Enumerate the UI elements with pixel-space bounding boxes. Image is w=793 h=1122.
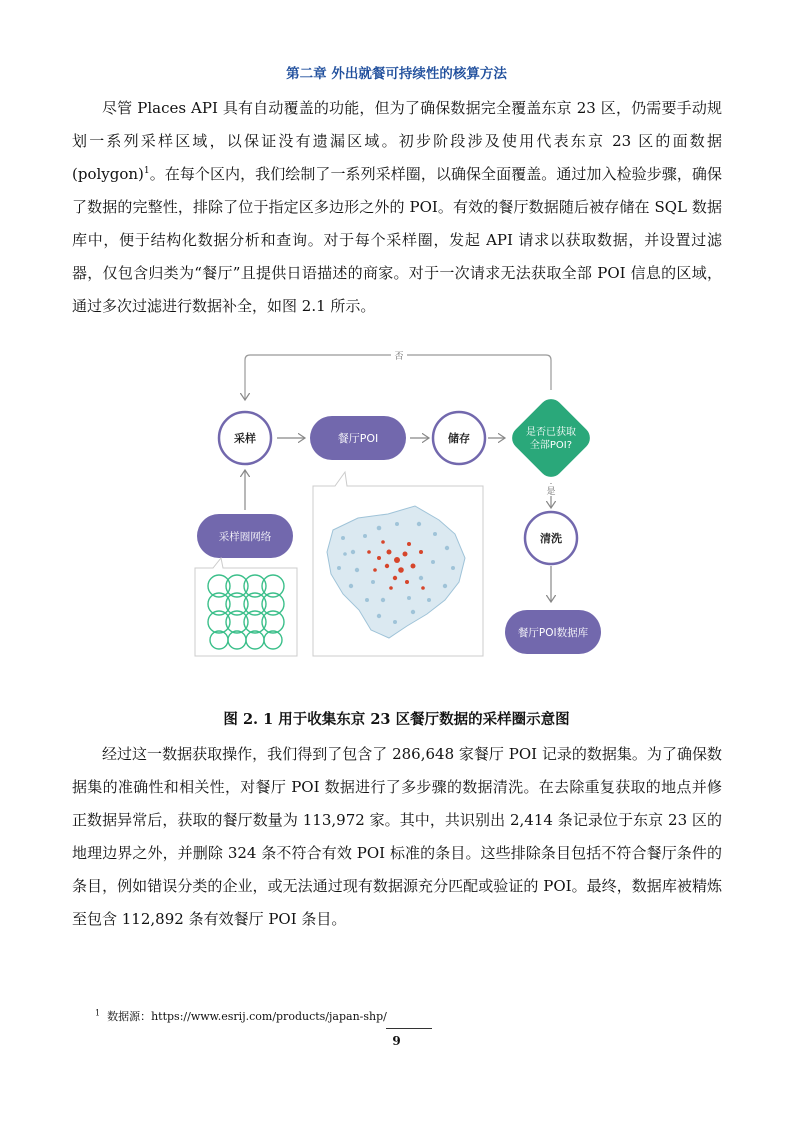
clean-node-label: 清洗 [540, 532, 562, 545]
store-node-label: 储存 [448, 432, 470, 445]
decision-label-1: 是否已获取 [526, 427, 576, 438]
decision-label-2: 全部POI? [529, 440, 573, 451]
edge-label-yes: 是 [546, 487, 556, 497]
paragraph-1-text: 尽管 Places API 具有自动覆盖的功能，但为了确保数据完全覆盖东京 23 区，仍需要手动规划一系列采样区域，以保证没有遗漏区域。初步阶段涉及使用代表东京 23 区的面数据(polygon) [72, 99, 722, 183]
paragraph-1 [72, 92, 722, 323]
footnote [95, 1008, 387, 1024]
figure-caption: 图 2. 1 用于收集东京 23 区餐厅数据的采样圈示意图 [223, 711, 570, 728]
database-node-label: 餐厅POI数据库 [517, 627, 589, 639]
running-header: 第二章 外出就餐可持续性的核算方法 [286, 66, 507, 82]
footnote-text: 数据源：https://www.esrij.com/products/japan-shp/ [107, 1010, 387, 1023]
footnote-reference[interactable]: 1 [143, 166, 150, 176]
footnote-marker: 1 [95, 1008, 101, 1018]
sampling-flow-figure [183, 338, 613, 678]
sample-node-label: 采样 [234, 432, 256, 445]
edge-label-no: 否 [394, 352, 404, 362]
grid-node-label: 采样圈网络 [218, 531, 272, 543]
restaurant-poi-label: 餐厅POI [337, 432, 379, 445]
paragraph-2-text: 经过这一数据获取操作，我们得到了包含了 286,648 家餐厅 POI 记录的数据集。为了确保数据集的准确性和相关性，对餐厅 POI 数据进行了多步骤的数据清洗。在去除重复获取的地点并修正数据异常后，获取的餐厅数量为 113,972 家。其中，共识别出 2,414 条记录位于东京 23 区的地理边界之外，并删除 324 条不符合有效 POI 标准的条目。这些排除条目包括不符合餐厅条件的条目，例如错误分类的企业，或无法通过现有数据源充分匹配或验证的 POI。最终，数据库被精炼至包含 112,892 条有效餐厅 POI 条目。 [72, 745, 722, 928]
page-number-rule [386, 1028, 432, 1029]
paragraph-2 [72, 738, 722, 936]
decision-node [507, 394, 595, 482]
paragraph-1-text-cont: 。在每个区内，我们绘制了一系列采样圈，以确保全面覆盖。通过加入检验步骤，确保了数据的完整性，排除了位于指定区多边形之外的 POI。有效的餐厅数据随后被存储在 SQL 数据库中，便于结构化数据分析和查询。对于每个采样圈，发起 API 请求以获取数据，并设置过滤器，仅包含归类为“餐厅”且提供日语描述的商家。对于一次请求无法获取全部 POI 信息的区域，通过多次过滤进行数据补全，如图 2.1 所示。 [72, 165, 722, 315]
page-number: 9 [392, 1034, 401, 1048]
